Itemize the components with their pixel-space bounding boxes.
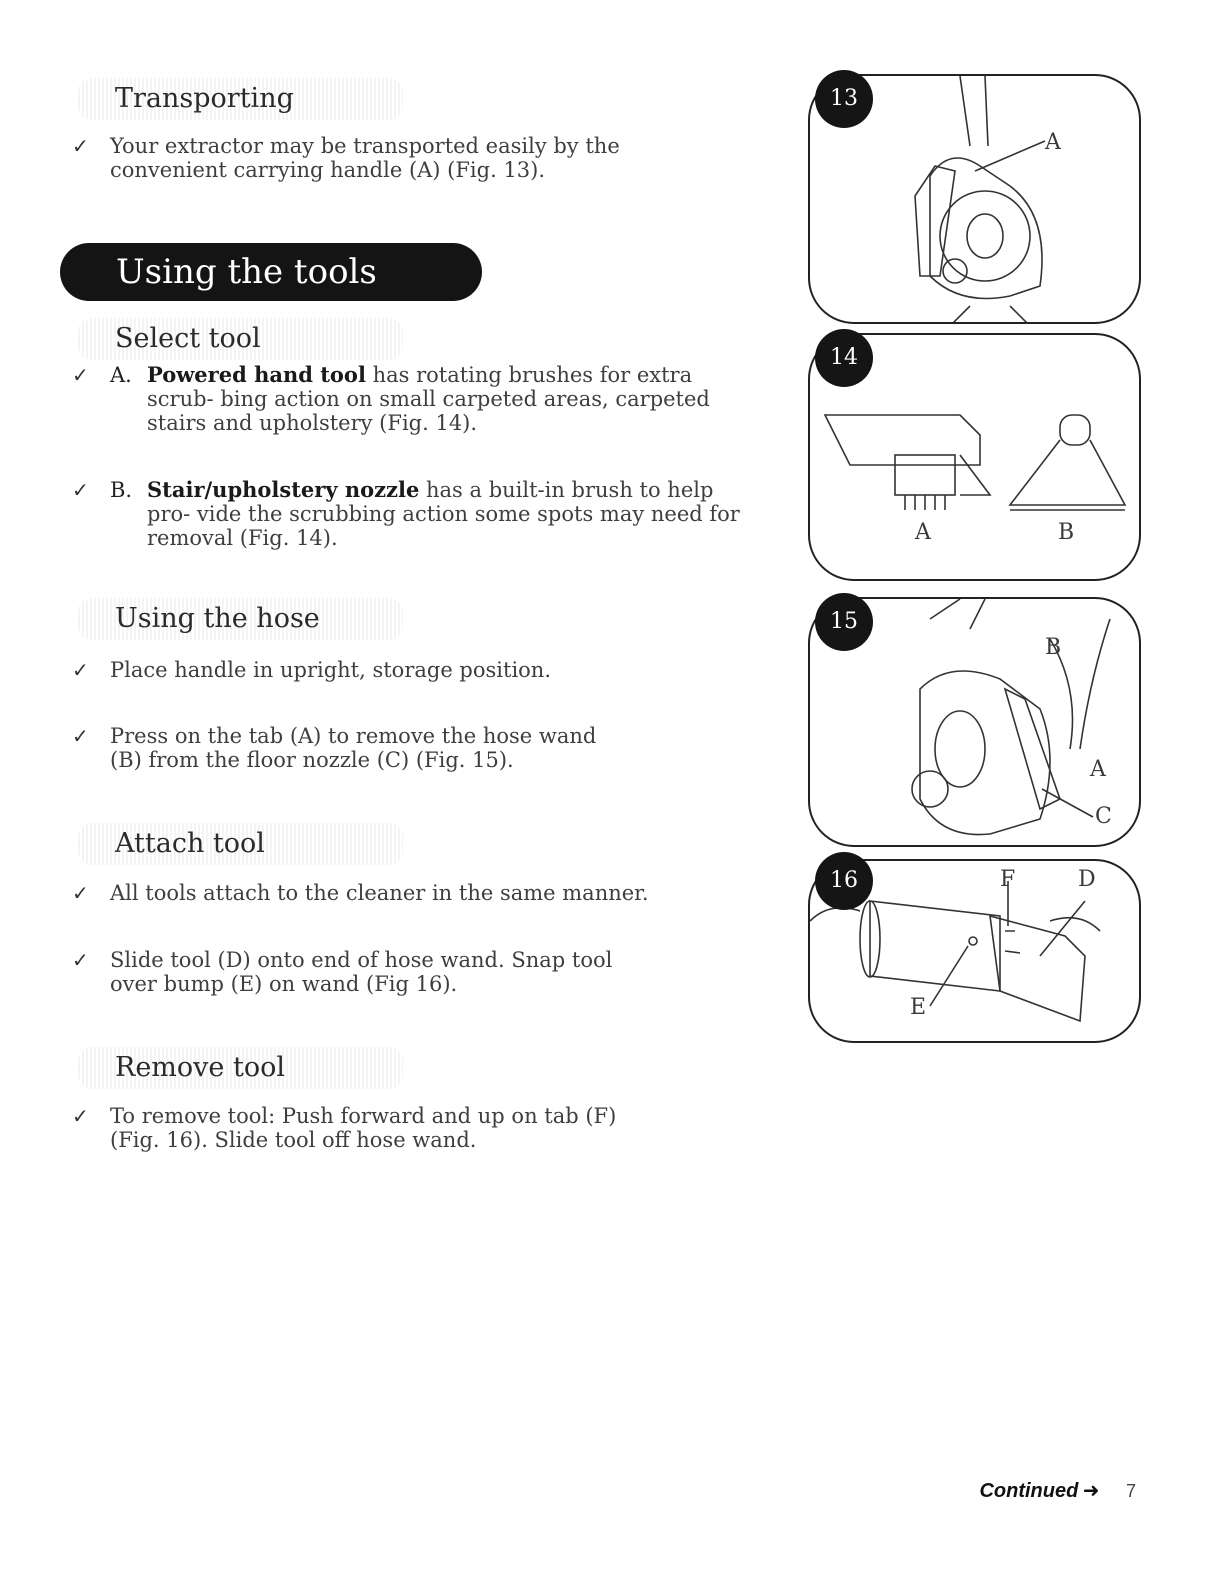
section-banner: Using the tools [60, 243, 482, 301]
callout-label: B [1058, 520, 1075, 545]
item-text [110, 478, 742, 550]
callout-label: A [1045, 130, 1061, 155]
check-icon: ✓ [72, 724, 89, 748]
continued-label: Continued [979, 1480, 1079, 1502]
tool-name: Stair/upholstery nozzle [147, 477, 420, 502]
item-text: Place handle in upright, storage position. [110, 658, 551, 682]
heading-remove-tool: Remove tool [78, 1047, 403, 1089]
tool-description: has a built-in brush to help pro- vide the scrubbing action some spots may need for removal (Fig. 14). [147, 478, 740, 550]
arrow-icon: ➜ [1082, 1480, 1100, 1502]
heading-attach-tool: Attach tool [78, 823, 403, 865]
callout-label: F [1000, 867, 1016, 892]
item-text: To remove tool: Push forward and up on tab (F) (Fig. 16). Slide tool off hose wand. [110, 1104, 617, 1152]
item-text [110, 363, 742, 435]
check-icon: ✓ [72, 948, 89, 972]
item-text: Press on the tab (A) to remove the hose wand (B) from the floor nozzle (C) (Fig. 15). [110, 724, 597, 772]
callout-label: A [1090, 757, 1106, 782]
check-icon: ✓ [72, 1104, 89, 1128]
tool-name: Powered hand tool [147, 362, 366, 387]
item-text: Your extractor may be transported easily by the convenient carrying handle (A) (Fig. 13). [110, 134, 620, 182]
tool-description: has rotating brushes for extra scrub- bing action on small carpeted areas, carpeted stairs and upholstery (Fig. 14). [147, 363, 710, 435]
item-letter: A. [110, 363, 132, 387]
check-icon: ✓ [72, 881, 89, 905]
check-icon: ✓ [72, 658, 89, 682]
callout-label: A [915, 520, 931, 545]
figure-number-badge: 15 [815, 593, 873, 651]
heading-select-tool: Select tool [78, 318, 403, 360]
item-text: Slide tool (D) onto end of hose wand. Snap tool over bump (E) on wand (Fig 16). [110, 948, 613, 996]
heading-transporting: Transporting [78, 78, 403, 120]
callout-label: E [910, 995, 927, 1020]
callout-label: D [1078, 867, 1096, 892]
figure-number-badge: 13 [815, 70, 873, 128]
heading-using-the-hose: Using the hose [78, 598, 403, 640]
check-icon: ✓ [72, 363, 89, 387]
check-icon: ✓ [72, 478, 89, 502]
item-text: All tools attach to the cleaner in the same manner. [110, 881, 649, 905]
item-letter: B. [110, 478, 133, 502]
check-icon: ✓ [72, 134, 89, 158]
callout-label: C [1095, 804, 1112, 829]
page-footer [979, 1478, 1136, 1503]
figure-number-badge: 14 [815, 329, 873, 387]
callout-label: B [1045, 635, 1062, 660]
figure-number-badge: 16 [815, 852, 873, 910]
page-number: 7 [1125, 1481, 1136, 1501]
